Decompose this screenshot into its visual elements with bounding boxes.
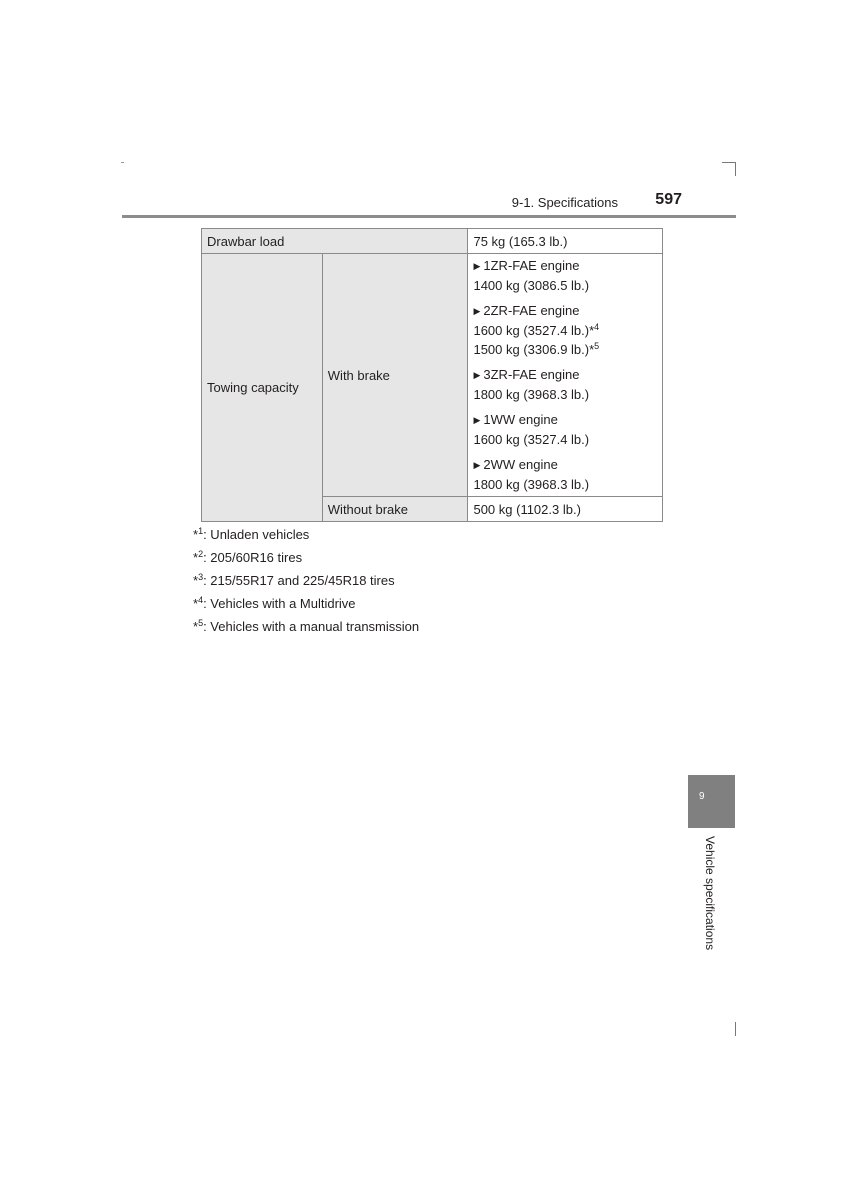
with-brake-label: With brake (322, 254, 468, 497)
footnote-text: : 215/55R17 and 225/45R18 tires (203, 573, 395, 588)
engine-name: 1WW engine (483, 412, 558, 427)
without-brake-value: 500 kg (1102.3 lb.) (468, 497, 663, 522)
without-brake-label: Without brake (322, 497, 468, 522)
engine-value (473, 385, 657, 404)
engine-value (473, 475, 657, 494)
engine-name: 3ZR-FAE engine (483, 367, 580, 382)
header-rule (122, 215, 736, 218)
engine-value-text: 1600 kg (3527.4 lb.) (473, 432, 590, 447)
engine-name: 1ZR-FAE engine (483, 258, 580, 273)
footnote-ref-number: 5 (594, 341, 600, 351)
triangle-right-icon: ▶ (473, 370, 481, 380)
engine-block (473, 301, 657, 359)
footnote-list (193, 523, 419, 638)
engine-name-row (473, 256, 657, 276)
table-row (202, 229, 663, 254)
engine-value (473, 321, 657, 340)
footnote-number: 2 (198, 549, 204, 559)
footnote-ref: *$^4$ (589, 322, 600, 338)
triangle-right-icon: ▶ (473, 460, 481, 470)
engine-name-row (473, 365, 657, 385)
engine-block (473, 455, 657, 494)
chapter-tab (688, 775, 735, 828)
engine-name-row (473, 455, 657, 475)
towing-capacity-label: Towing capacity (202, 254, 323, 522)
towing-spec-table (201, 228, 663, 522)
footnote-mark: *$^4$ (193, 595, 204, 611)
engine-value (473, 340, 657, 359)
footnote-text: : Vehicles with a manual transmission (203, 619, 420, 634)
chapter-number: 9 (699, 791, 705, 802)
footnote-number: 1 (198, 526, 204, 536)
footnote (193, 546, 419, 569)
engine-name-row (473, 410, 657, 430)
triangle-right-icon: ▶ (473, 261, 481, 271)
footnote-number: 5 (198, 618, 204, 628)
engine-value-text: 1800 kg (3968.3 lb.) (473, 387, 590, 402)
crop-mark-top-right (722, 162, 736, 163)
engine-block (473, 410, 657, 449)
footnote-text: : Vehicles with a Multidrive (203, 596, 356, 611)
page-header (122, 188, 736, 218)
footnote-text: : Unladen vehicles (203, 527, 310, 542)
crop-mark-top-left (121, 162, 124, 163)
drawbar-label: Drawbar load (202, 229, 468, 254)
drawbar-value: 75 kg (165.3 lb.) (468, 229, 663, 254)
engine-value-text: 1400 kg (3086.5 lb.) (473, 278, 590, 293)
triangle-right-icon: ▶ (473, 306, 481, 316)
crop-mark-bottom-right (735, 1022, 736, 1036)
with-brake-values (468, 254, 663, 497)
footnote-ref-number: 4 (594, 322, 600, 332)
section-title: 9-1. Specifications (511, 195, 618, 210)
engine-block (473, 365, 657, 404)
engine-value (473, 430, 657, 449)
footnote-number: 4 (198, 595, 204, 605)
page-number: 597 (655, 191, 682, 208)
crop-mark-top-right-vertical (735, 162, 736, 176)
footnote-number: 3 (198, 572, 204, 582)
footnote-mark: *$^1$ (193, 526, 204, 542)
footnote (193, 615, 419, 638)
footnote-mark: *$^2$ (193, 549, 204, 565)
chapter-title: Vehicle specifications (703, 836, 717, 951)
engine-value-text: 1500 kg (3306.9 lb.) (473, 342, 590, 357)
engine-value-text: 1600 kg (3527.4 lb.) (473, 323, 590, 338)
footnote (193, 523, 419, 546)
engine-name: 2ZR-FAE engine (483, 303, 580, 318)
engine-value (473, 276, 657, 295)
footnote-text: : 205/60R16 tires (203, 550, 303, 565)
footnote (193, 592, 419, 615)
footnote (193, 569, 419, 592)
engine-name: 2WW engine (483, 457, 558, 472)
engine-block (473, 256, 657, 295)
engine-name-row (473, 301, 657, 321)
engine-list (473, 254, 657, 496)
footnote-ref: *$^5$ (589, 341, 600, 357)
triangle-right-icon: ▶ (473, 415, 481, 425)
footnote-mark: *$^5$ (193, 618, 204, 634)
table-row (202, 254, 663, 497)
engine-value-text: 1800 kg (3968.3 lb.) (473, 477, 590, 492)
footnote-mark: *$^3$ (193, 572, 204, 588)
